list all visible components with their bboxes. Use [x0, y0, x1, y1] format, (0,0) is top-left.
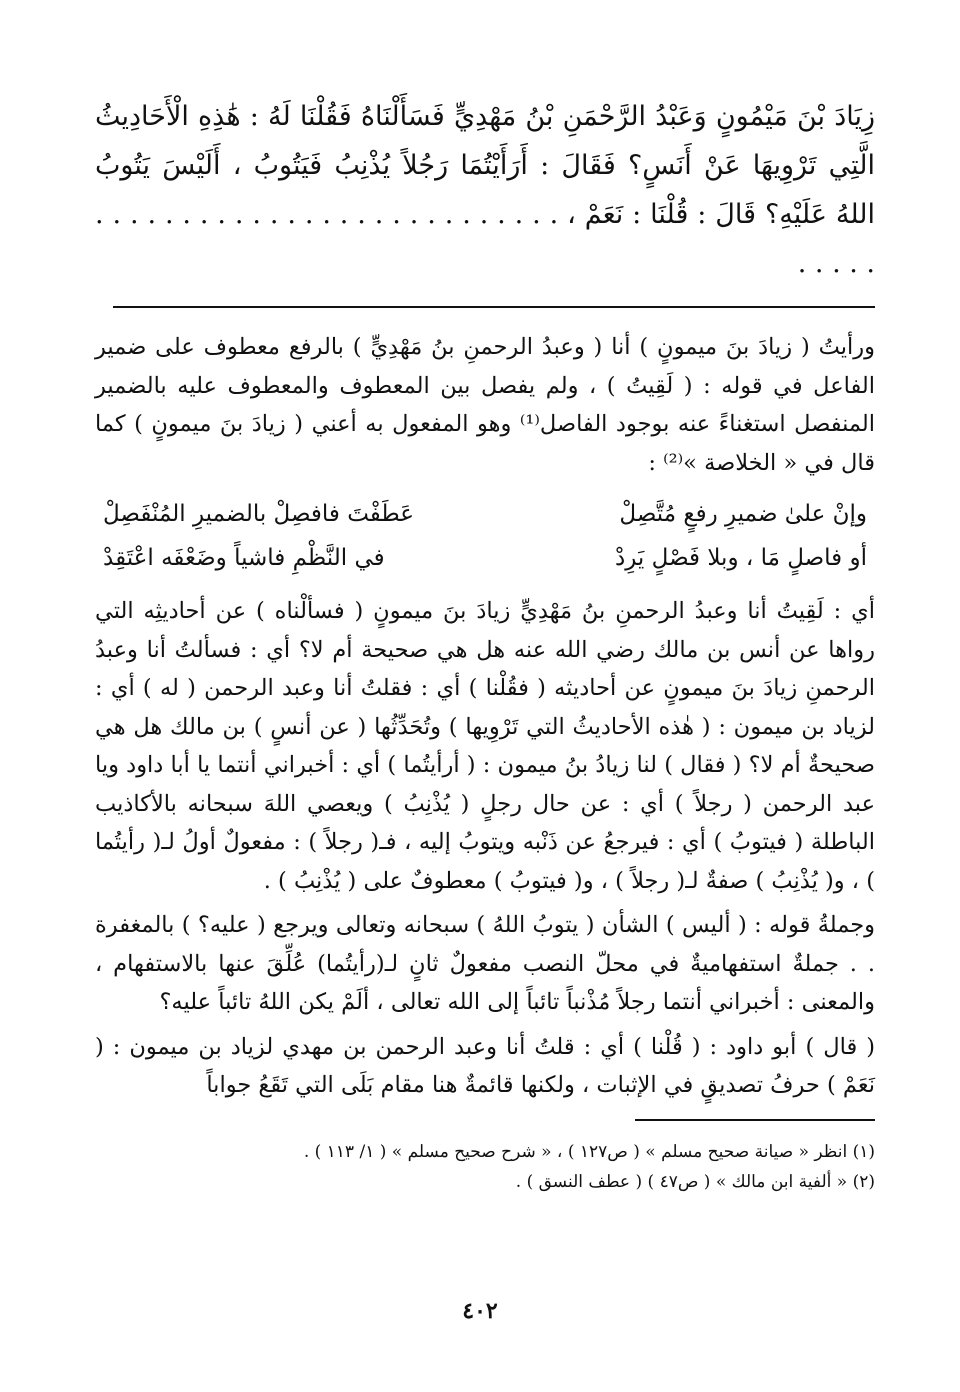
- footnote-2: (٢) « ألفية ابن مالك » ( ص٤٧ ) ( عطف النسق ) .: [515, 1171, 875, 1192]
- page-body: [95, 92, 875, 1197]
- commentary-paragraph-3: وجملةُ قوله : ( أليس ) الشأن ( يتوبُ اللهُ ) سبحانه وتعالى ويرجع ( عليه؟ ) بالمغفرة . . جملةٌ استفهاميةٌ في محلّ النصب مفعولٌ ثانٍ لـ(رأيتُما) عُلِّقَ عنها بالاستفهام ، والمعنى : أخبراني أنتما رجلاً مُذْنباً تائباً إلى الله تعالى ، ألَمْ يكن اللهُ تائباً عليه؟: [95, 912, 875, 1015]
- commentary-paragraph-4: ( قال ) أبو داود : ( قُلْنا ) أي : قلتُ أنا وعبد الرحمن بن مهدي لزياد بن ميمون : ( نَعَمْ ) حرفُ تصديقٍ في الإثبات ، ولكنها قائمةٌ هنا مقام بَلَى التي تَقَعُ جواباً: [95, 1033, 875, 1098]
- commentary-block: [95, 328, 875, 1105]
- verse-1-second-hemistich: عَطَفْتَ فافصِلْ بالضميرِ المُنْفَصِلْ: [103, 501, 415, 527]
- commentary-paragraph-1: ورأيتُ ( زيادَ بنَ ميمونٍ ) أنا ( وعبدُ الرحمنِ بنُ مَهْدِيٍّ ) بالرفع معطوف على ضمير الفاعل في قوله : ( لَقِيتُ ) ، ولم يفصل بين المعطوف والمعطوف عليه بالضمير المنفصل استغناءً عنه بوجود الفاصل⁽¹⁾ وهو المفعول به أعني ( زيادَ بنَ ميمونٍ ) كما قال في « الخلاصة »⁽²⁾ :: [95, 334, 875, 476]
- footnote-separator-rule: [635, 1119, 875, 1121]
- verse-line-2: [95, 536, 875, 580]
- verse-2-second-hemistich: في النَّظْمِ فاشياً وضَعْفَه اعْتَقِدْ: [103, 545, 385, 571]
- page-number: ٤٠٢: [462, 1298, 498, 1324]
- footnotes-block: [95, 1137, 875, 1197]
- top-separator-rule: [113, 306, 875, 308]
- footnote-1: (١) انظر « صيانة صحيح مسلم » ( ص١٢٧ ) ، « شرح صحيح مسلم » ( ١/ ١١٣ ) .: [303, 1141, 875, 1162]
- hadith-text: زِيَادَ بْنَ مَيْمُونٍ وَعَبْدُ الرَّحْمَنِ بْنُ مَهْدِيٍّ فَسَأَلْنَاهُ فَقُلْنَا لَهُ : هَٰذِهِ الْأَحَادِيثُ الَّتِي تَرْوِيهَا عَنْ أَنَسٍ؟ فَقَالَ : أَرَأَيْتُمَا رَجُلاً يُذْنِبُ فَيَتُوبُ ، أَلَيْسَ يَتُوبُ اللهُ عَلَيْهِ؟ قَالَ : قُلْنَا : نَعَمْ ، . . . . . . . . . . . . . . . . . . . . . . . . . . . . . . . .: [95, 101, 875, 279]
- poem-verses: [95, 492, 875, 580]
- verse-1-first-hemistich: وإنْ علىٰ ضميرِ رفعٍ مُتَّصِلْ: [619, 501, 867, 527]
- hadith-text-block: [95, 92, 875, 288]
- verse-line-1: [95, 492, 875, 536]
- commentary-paragraph-2: أي : لَقِيتُ أنا وعبدُ الرحمنِ بنُ مَهْدِيٍّ زيادَ بنَ ميمونٍ ( فسألْناه ) عن أحاديثِه التي رواها عن أنس بن مالك رضي الله عنه هل هي صحيحة أم لا؟ أي : فسألتُ أنا وعبدُ الرحمنِ زيادَ بنَ ميمونٍ عن أحاديثه ( فقُلْنا ) أي : فقلتُ أنا وعبد الرحمن ( له ) أي : لزياد بن ميمون : ( هٰذه الأحاديثُ التي تَرْوِيها ) وتُحَدِّثُها ( عن أنسٍ ) بن مالك هل هي صحيحةٌ أم لا؟ ( فقال ) لنا زيادُ بنُ ميمون : ( أرأيتُما ) أي : أخبراني أنتما يا أبا داود ويا عبد الرحمن ( رجلاً ) أي : عن حال رجلٍ ( يُذْنِبُ ) ويعصي اللهَ سبحانه بالأكاذيب الباطلة ( فيتوبُ ) أي : فيرجعُ عن ذَنْبه ويتوبُ إليه ، فـ( رجلاً ) : مفعولٌ أولُ لـ( رأيتُما ) ، و( يُذْنِبُ ) صفةٌ لـ( رجلاً ) ، و( فيتوبُ ) معطوفٌ على ( يُذْنِبُ ) .: [95, 598, 875, 894]
- verse-2-first-hemistich: أو فاصلٍ مَا ، وبلا فَصْلٍ يَرِدْ: [615, 545, 867, 571]
